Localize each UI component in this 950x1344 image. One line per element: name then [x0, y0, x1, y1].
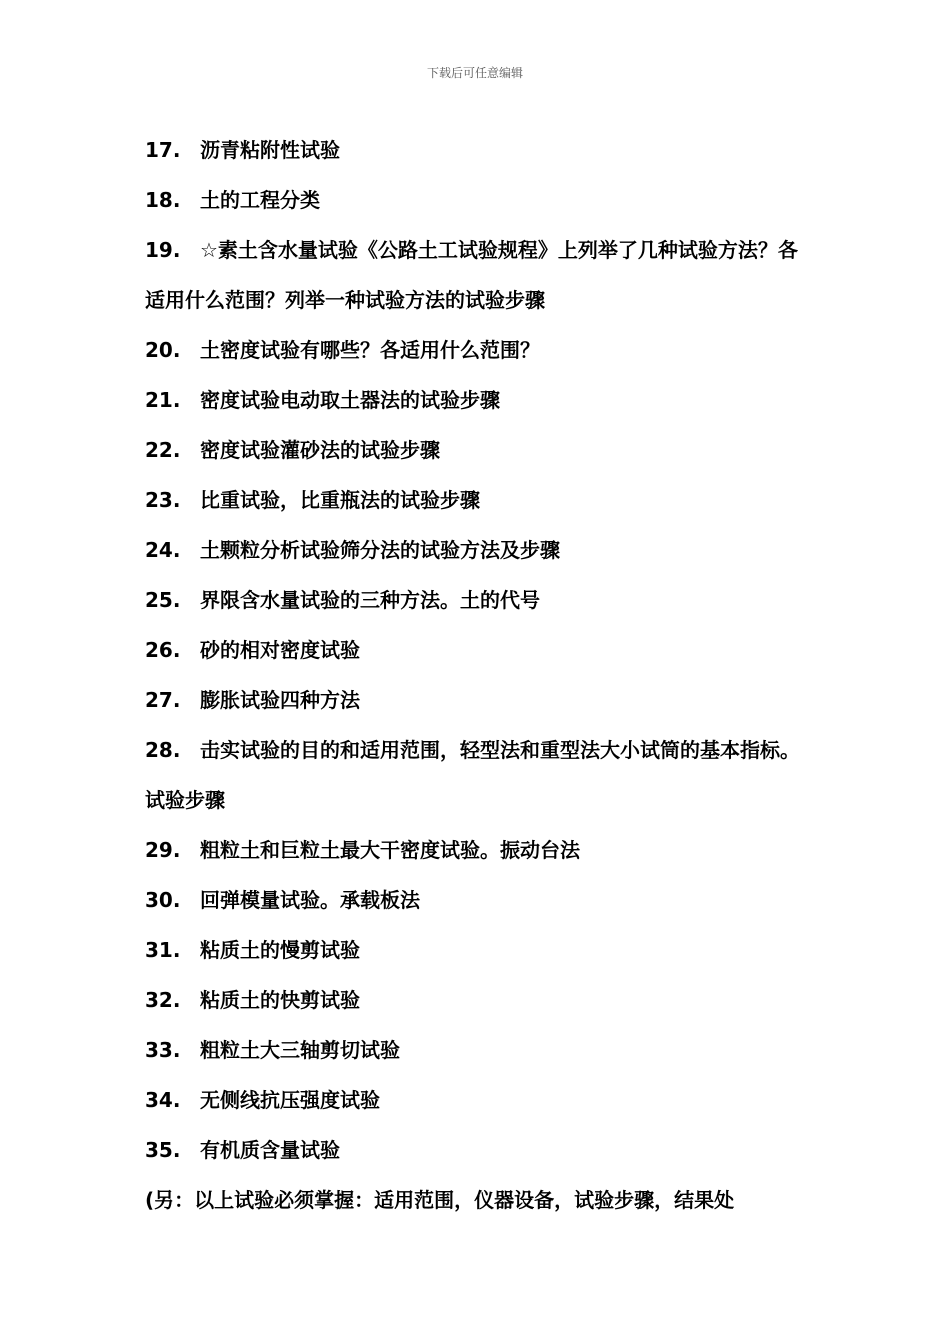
- item-text: 沥青粘附性试验: [200, 138, 340, 162]
- list-item: [145, 925, 810, 975]
- list-item: [145, 425, 810, 475]
- item-text: 粗粒土和巨粒土最大干密度试验。振动台法: [200, 838, 580, 862]
- item-number: 33.: [145, 1038, 181, 1062]
- item-text: 砂的相对密度试验: [200, 638, 360, 662]
- list-item: [145, 1025, 810, 1075]
- item-number: 32.: [145, 988, 181, 1012]
- item-text: 粘质土的慢剪试验: [200, 938, 360, 962]
- list-item: [145, 475, 810, 525]
- list-item: [145, 1075, 810, 1125]
- list-item: [145, 325, 810, 375]
- page-header: 下载后可任意编辑: [426, 66, 523, 80]
- footnote: (另：以上试验必须掌握：适用范围，仪器设备，试验步骤，结果处: [145, 1188, 735, 1212]
- item-number: 35.: [145, 1138, 181, 1162]
- item-text: 回弹模量试验。承载板法: [200, 888, 420, 912]
- item-text: 密度试验灌砂法的试验步骤: [200, 438, 440, 462]
- item-text: 粘质土的快剪试验: [200, 988, 360, 1012]
- item-number: 24.: [145, 538, 181, 562]
- item-text: 土颗粒分析试验筛分法的试验方法及步骤: [200, 538, 560, 562]
- list-item: [145, 825, 810, 875]
- list-item: [145, 525, 810, 575]
- item-number: 28.: [145, 738, 181, 762]
- list-item: [145, 175, 810, 225]
- item-number: 20.: [145, 338, 181, 362]
- item-text: ☆素土含水量试验《公路土工试验规程》上列举了几种试验方法？各适用什么范围？列举一种试验方法的试验步骤: [145, 238, 798, 312]
- item-text: 比重试验，比重瓶法的试验步骤: [200, 488, 480, 512]
- list-item: [145, 625, 810, 675]
- list-item: [145, 725, 810, 825]
- list-item: [145, 875, 810, 925]
- item-text: 土的工程分类: [200, 188, 320, 212]
- list-item: [145, 125, 810, 175]
- item-text: 击实试验的目的和适用范围，轻型法和重型法大小试筒的基本指标。试验步骤: [145, 738, 800, 812]
- item-text: 无侧线抗压强度试验: [200, 1088, 380, 1112]
- item-number: 17.: [145, 138, 181, 162]
- item-number: 19.: [145, 238, 181, 262]
- list-item: [145, 375, 810, 425]
- item-text: 密度试验电动取土器法的试验步骤: [200, 388, 500, 412]
- item-number: 21.: [145, 388, 181, 412]
- item-number: 29.: [145, 838, 181, 862]
- document-body: [145, 125, 810, 1225]
- list-item: [145, 975, 810, 1025]
- item-text: 有机质含量试验: [200, 1138, 340, 1162]
- item-text: 膨胀试验四种方法: [200, 688, 360, 712]
- item-text: 界限含水量试验的三种方法。土的代号: [200, 588, 540, 612]
- item-number: 18.: [145, 188, 181, 212]
- item-number: 27.: [145, 688, 181, 712]
- item-number: 25.: [145, 588, 181, 612]
- list-item: [145, 575, 810, 625]
- item-number: 31.: [145, 938, 181, 962]
- list-item: [145, 675, 810, 725]
- item-number: 30.: [145, 888, 181, 912]
- item-number: 23.: [145, 488, 181, 512]
- item-number: 26.: [145, 638, 181, 662]
- list-item: [145, 225, 810, 325]
- item-number: 22.: [145, 438, 181, 462]
- item-text: 土密度试验有哪些？各适用什么范围？: [200, 338, 540, 362]
- list-item: [145, 1125, 810, 1175]
- item-text: 粗粒土大三轴剪切试验: [200, 1038, 400, 1062]
- item-number: 34.: [145, 1088, 181, 1112]
